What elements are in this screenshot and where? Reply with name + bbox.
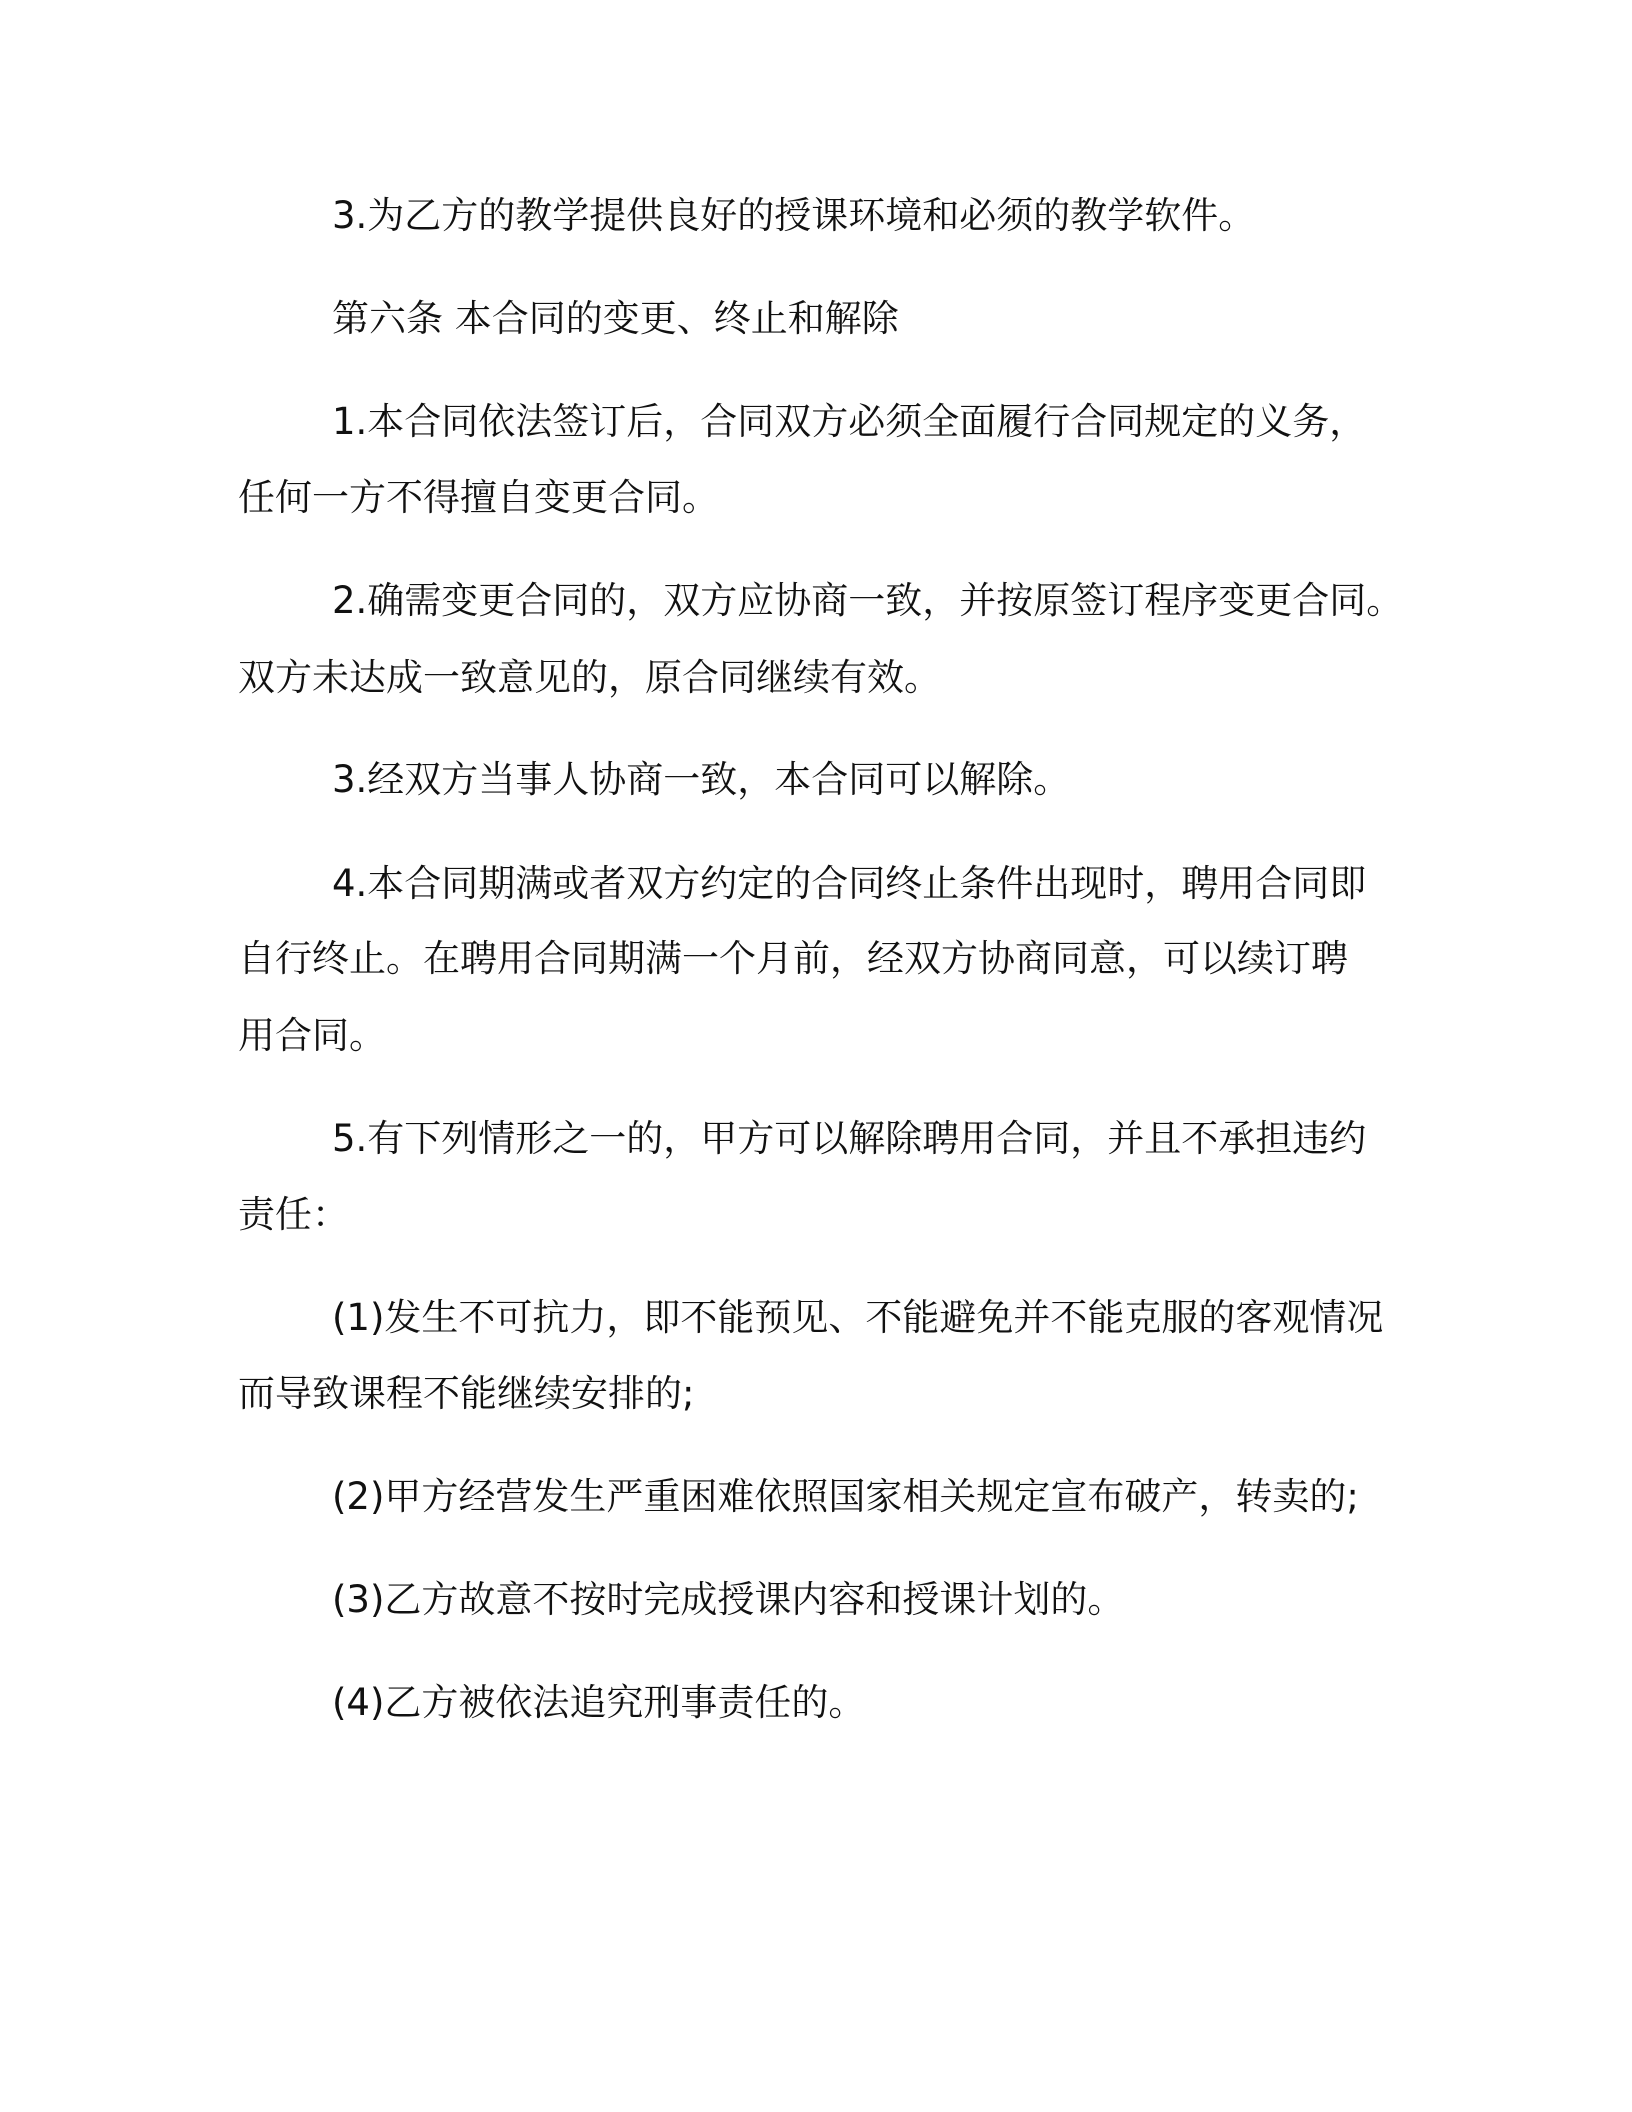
paragraph-line: (3)乙方故意不按时完成授课内容和授课计划的。 xyxy=(332,1578,1125,1621)
paragraph-line: (4)乙方被依法追究刑事责任的。 xyxy=(332,1681,866,1724)
paragraph-line: 1.本合同依法签订后，合同双方必须全面履行合同规定的义务， xyxy=(332,400,1367,443)
paragraph-line: 双方未达成一致意见的，原合同继续有效。 xyxy=(238,656,941,699)
section-heading: 第六条 本合同的变更、终止和解除 xyxy=(332,297,899,340)
paragraph-line: 4.本合同期满或者双方约定的合同终止条件出现时，聘用合同即 xyxy=(332,862,1367,905)
paragraph-line: 3.为乙方的教学提供良好的授课环境和必须的教学软件。 xyxy=(332,194,1256,237)
paragraph-line: 责任： xyxy=(238,1193,349,1236)
paragraph-line: (1)发生不可抗力，即不能预见、不能避免并不能克服的客观情况 xyxy=(332,1296,1384,1339)
paragraph-line: 任何一方不得擅自变更合同。 xyxy=(238,476,719,519)
paragraph-line: 用合同。 xyxy=(238,1014,386,1057)
paragraph-line: 2.确需变更合同的，双方应协商一致，并按原签订程序变更合同。 xyxy=(332,579,1404,622)
paragraph-line: (2)甲方经营发生严重困难依照国家相关规定宣布破产，转卖的; xyxy=(332,1475,1359,1518)
paragraph-line: 3.经双方当事人协商一致，本合同可以解除。 xyxy=(332,758,1071,801)
paragraph-line: 5.有下列情形之一的，甲方可以解除聘用合同，并且不承担违约 xyxy=(332,1117,1367,1160)
paragraph-line: 自行终止。在聘用合同期满一个月前，经双方协商同意，可以续订聘 xyxy=(238,937,1348,980)
paragraph-line: 而导致课程不能继续安排的; xyxy=(238,1372,695,1415)
